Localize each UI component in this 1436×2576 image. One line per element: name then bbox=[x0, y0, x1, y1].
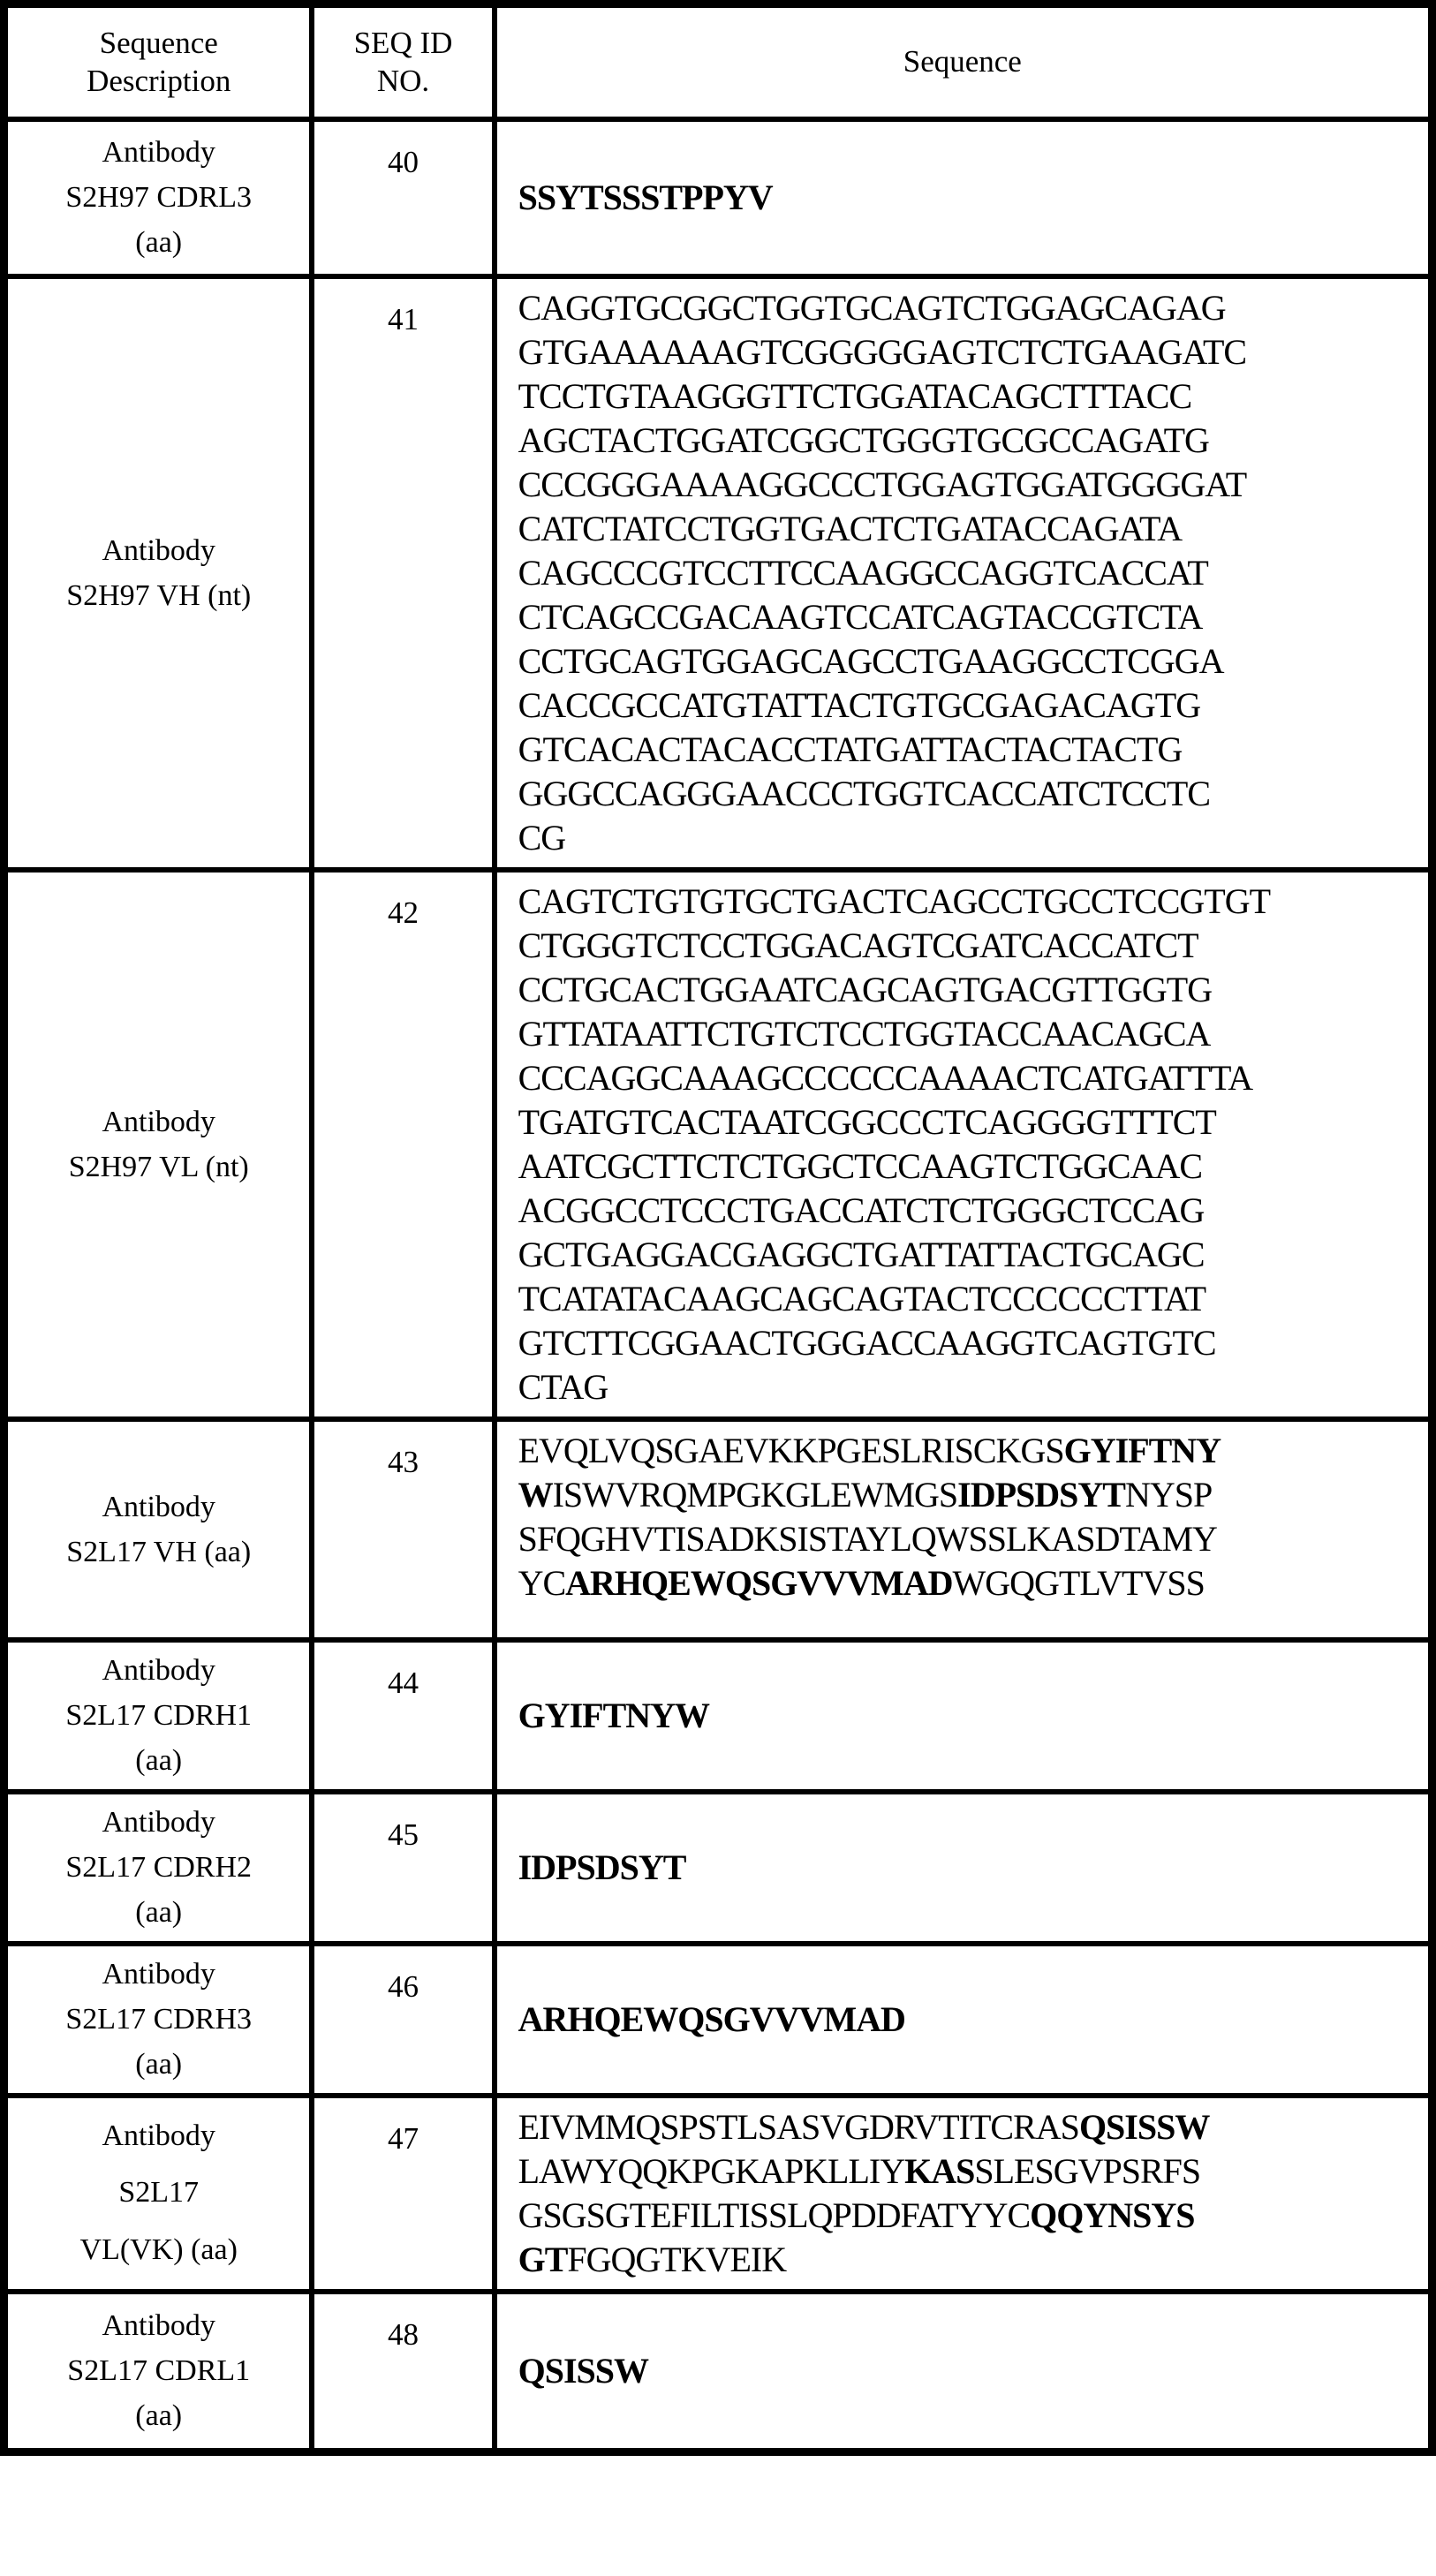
sequence-description-cell bbox=[4, 1792, 313, 1944]
sequence-line bbox=[518, 2238, 1419, 2282]
sequence-description-cell bbox=[4, 870, 313, 1419]
sequence-description-cell bbox=[4, 119, 313, 276]
sequence-line bbox=[518, 1144, 1419, 1189]
sequence-segment-bold: QSISSW bbox=[518, 2350, 648, 2391]
description-line: S2H97 VH (nt) bbox=[66, 578, 252, 612]
sequence-cell bbox=[495, 2096, 1432, 2292]
sequence-segment-bold: SSYTSSSTPPYV bbox=[518, 177, 773, 217]
seq-id-cell: 41 bbox=[312, 276, 494, 870]
sequence-cell bbox=[495, 276, 1432, 870]
sequence-line bbox=[518, 2194, 1419, 2238]
sequence-line bbox=[518, 1100, 1419, 1144]
sequence-segment: CCTGCACTGGAATCAGCAGTGACGTTGGTG bbox=[518, 969, 1213, 1009]
sequence-line bbox=[518, 924, 1419, 968]
description-line: S2L17 CDRH2 bbox=[65, 1851, 253, 1884]
description-line: S2L17 CDRH3 bbox=[65, 2003, 253, 2036]
sequence-segment: GTGAAAAAAGTCGGGGGAGTCTCTGAAGATC bbox=[518, 331, 1247, 372]
sequence-description-cell bbox=[4, 1419, 313, 1640]
column-header-sequence-description bbox=[4, 4, 313, 119]
sequence-segment-bold: IDPSDSYT bbox=[957, 1474, 1125, 1515]
table-row bbox=[4, 2292, 1432, 2452]
description-line: Antibody bbox=[102, 1654, 215, 1687]
description-line: Antibody bbox=[102, 1806, 215, 1839]
description-line: Antibody bbox=[102, 2119, 215, 2152]
sequence-segment: YC bbox=[518, 1562, 566, 1603]
sequence-cell bbox=[495, 870, 1432, 1419]
seq-id-cell: 40 bbox=[312, 119, 494, 276]
sequence-line bbox=[518, 374, 1419, 419]
column-header-line: Sequence bbox=[903, 44, 1022, 79]
column-header-sequence bbox=[495, 4, 1432, 119]
sequence-segment: CG bbox=[518, 817, 566, 857]
table-header bbox=[4, 4, 1432, 119]
sequence-segment: GTCACACTACACCTATGATTACTACTACTG bbox=[518, 729, 1183, 769]
table-row bbox=[4, 2096, 1432, 2292]
sequence-line bbox=[518, 507, 1419, 551]
seq-id-cell: 48 bbox=[312, 2292, 494, 2452]
sequence-segment-bold: QQYNSYS bbox=[1030, 2195, 1195, 2235]
description-line: S2H97 CDRL3 bbox=[65, 181, 253, 214]
column-header-line: Description bbox=[87, 64, 231, 99]
description-line: Antibody bbox=[102, 1105, 215, 1138]
sequence-segment: CCCAGGCAAAGCCCCCCAAAACTCATGATTTA bbox=[518, 1057, 1253, 1098]
sequence-segment: SFQGHVTISADKSISTAYLQWSSLKASDTAMY bbox=[518, 1518, 1217, 1559]
sequence-line bbox=[518, 286, 1419, 330]
sequence-segment-bold: ARHQEWQSGVVVMAD bbox=[565, 1562, 953, 1603]
sequence-line bbox=[518, 419, 1419, 463]
description-line: S2L17 CDRH1 bbox=[65, 1699, 253, 1732]
table-row bbox=[4, 1640, 1432, 1792]
seq-id-cell: 43 bbox=[312, 1419, 494, 1640]
sequence-segment: TCATATACAAGCAGCAGTACTCCCCCCTTAT bbox=[518, 1278, 1206, 1318]
sequence-description-cell bbox=[4, 1640, 313, 1792]
sequence-line bbox=[518, 1694, 1419, 1738]
table-row bbox=[4, 1944, 1432, 2096]
sequence-line bbox=[518, 176, 1419, 220]
sequence-segment: FGQGTKVEIK bbox=[567, 2239, 787, 2279]
description-line: (aa) bbox=[135, 2399, 183, 2433]
seq-id-cell: 46 bbox=[312, 1944, 494, 2096]
sequence-description-cell bbox=[4, 276, 313, 870]
sequence-cell bbox=[495, 1792, 1432, 1944]
sequence-line bbox=[518, 551, 1419, 595]
sequence-line bbox=[518, 728, 1419, 772]
sequence-line bbox=[518, 330, 1419, 374]
sequence-segment-bold: ARHQEWQSGVVVMAD bbox=[518, 1998, 905, 2039]
table-row bbox=[4, 870, 1432, 1419]
sequence-segment-bold: GYIFTNY bbox=[1063, 1430, 1221, 1470]
sequence-line bbox=[518, 880, 1419, 924]
sequence-segment-bold: QSISSW bbox=[1078, 2106, 1210, 2147]
sequence-line bbox=[518, 968, 1419, 1012]
sequence-line bbox=[518, 595, 1419, 639]
description-line: S2L17 bbox=[118, 2176, 200, 2210]
sequence-segment: CACCGCCATGTATTACTGTGCGAGACAGTG bbox=[518, 684, 1201, 725]
sequence-line bbox=[518, 816, 1419, 860]
sequence-segment: CTCAGCCGACAAGTCCATCAGTACCGTCTA bbox=[518, 596, 1203, 637]
description-line: S2L17 CDRL1 bbox=[67, 2354, 251, 2388]
description-line: (aa) bbox=[135, 1896, 183, 1929]
column-header-seq-id-no bbox=[312, 4, 494, 119]
description-line: (aa) bbox=[135, 226, 183, 259]
sequence-line bbox=[518, 1561, 1419, 1605]
sequence-description-cell bbox=[4, 1944, 313, 2096]
sequence-segment: AGCTACTGGATCGGCTGGGTGCGCCAGATG bbox=[518, 419, 1209, 460]
sequence-line bbox=[518, 1517, 1419, 1561]
table-row bbox=[4, 276, 1432, 870]
sequence-segment: CCTGCAGTGGAGCAGCCTGAAGGCCTCGGA bbox=[518, 640, 1224, 681]
description-line: S2L17 VH (aa) bbox=[66, 1535, 252, 1568]
seq-id-cell: 44 bbox=[312, 1640, 494, 1792]
sequence-line bbox=[518, 1277, 1419, 1321]
sequence-segment: TCCTGTAAGGGTTCTGGATACAGCTTTACC bbox=[518, 375, 1192, 416]
table-body bbox=[4, 119, 1432, 2452]
sequence-line bbox=[518, 1429, 1419, 1473]
seq-id-cell: 45 bbox=[312, 1792, 494, 1944]
sequence-segment: CCCGGGAAAAGGCCCTGGAGTGGATGGGGAT bbox=[518, 464, 1247, 504]
description-line: Antibody bbox=[102, 1958, 215, 1991]
sequence-segment: GCTGAGGACGAGGCTGATTATTACTGCAGC bbox=[518, 1234, 1205, 1274]
sequence-line bbox=[518, 1233, 1419, 1277]
seq-id-cell: 42 bbox=[312, 870, 494, 1419]
table-row bbox=[4, 1792, 1432, 1944]
table-row bbox=[4, 1419, 1432, 1640]
header-row bbox=[4, 4, 1432, 119]
sequence-segment: GSGSGTEFILTISSLQPDDFATYYC bbox=[518, 2195, 1031, 2235]
table-row bbox=[4, 119, 1432, 276]
sequence-cell bbox=[495, 119, 1432, 276]
sequence-line bbox=[518, 1321, 1419, 1365]
sequence-segment: AATCGCTTCTCTGGCTCCAAGTCTGGCAAC bbox=[518, 1145, 1203, 1186]
seq-id-cell: 47 bbox=[312, 2096, 494, 2292]
sequence-cell bbox=[495, 2292, 1432, 2452]
sequence-segment-bold: GYIFTNYW bbox=[518, 1695, 710, 1735]
sequence-segment: SLESGVPSRFS bbox=[974, 2150, 1201, 2191]
sequence-line bbox=[518, 772, 1419, 816]
sequence-segment: CATCTATCCTGGTGACTCTGATACCAGATA bbox=[518, 508, 1183, 548]
sequence-line bbox=[518, 2105, 1419, 2149]
column-header-line: SEQ ID bbox=[353, 25, 453, 60]
sequence-segment-bold: IDPSDSYT bbox=[518, 1847, 686, 1887]
sequence-segment: EVQLVQSGAEVKKPGESLRISCKGS bbox=[518, 1430, 1064, 1470]
sequence-description-cell bbox=[4, 2096, 313, 2292]
sequence-segment: GTTATAATTCTGTCTCCTGGTACCAACAGCA bbox=[518, 1013, 1211, 1054]
sequence-cell bbox=[495, 1944, 1432, 2096]
sequence-line bbox=[518, 1473, 1419, 1517]
sequence-line bbox=[518, 1056, 1419, 1100]
sequence-cell bbox=[495, 1419, 1432, 1640]
sequence-segment-bold: KAS bbox=[904, 2150, 975, 2191]
sequence-segment: CAGCCCGTCCTTCCAAGGCCAGGTCACCAT bbox=[518, 552, 1208, 593]
description-line: Antibody bbox=[102, 136, 215, 169]
sequence-segment: CTGGGTCTCCTGGACAGTCGATCACCATCT bbox=[518, 925, 1198, 965]
sequence-line bbox=[518, 2149, 1419, 2194]
description-line: VL(VK) (aa) bbox=[79, 2232, 238, 2266]
column-header-line: NO. bbox=[376, 64, 430, 99]
sequence-segment: CAGGTGCGGCTGGTGCAGTCTGGAGCAGAG bbox=[518, 287, 1226, 328]
description-line: Antibody bbox=[102, 1490, 215, 1523]
sequence-segment: CAGTCTGTGTGCTGACTCAGCCTGCCTCCGTGT bbox=[518, 880, 1271, 921]
sequence-line bbox=[518, 684, 1419, 728]
sequence-segment-bold: W bbox=[518, 1474, 553, 1515]
sequence-segment: WGQGTLVTVSS bbox=[952, 1562, 1205, 1603]
sequence-line bbox=[518, 1189, 1419, 1233]
description-line: (aa) bbox=[135, 2048, 183, 2081]
description-line: Antibody bbox=[102, 2309, 215, 2343]
description-line: S2H97 VL (nt) bbox=[68, 1150, 249, 1183]
sequence-segment: CTAG bbox=[518, 1366, 608, 1407]
sequence-line bbox=[518, 463, 1419, 507]
sequence-description-cell bbox=[4, 2292, 313, 2452]
sequence-line bbox=[518, 1998, 1419, 2042]
column-header-line: Sequence bbox=[99, 25, 218, 60]
sequence-segment: GTCTTCGGAACTGGGACCAAGGTCAGTGTC bbox=[518, 1322, 1216, 1363]
description-line: (aa) bbox=[135, 1744, 183, 1777]
sequence-segment: TGATGTCACTAATCGGCCCTCAGGGGTTTCT bbox=[518, 1101, 1216, 1142]
sequence-segment: ACGGCCTCCCTGACCATCTCTGGGCTCCAG bbox=[518, 1190, 1205, 1230]
sequence-cell bbox=[495, 1640, 1432, 1792]
sequence-segment: LAWYQQKPGKAPKLLIY bbox=[518, 2150, 905, 2191]
sequence-segment: EIVMMQSPSTLSASVGDRVTITCRAS bbox=[518, 2106, 1079, 2147]
sequence-line bbox=[518, 2349, 1419, 2393]
description-line: Antibody bbox=[102, 533, 215, 567]
sequence-line bbox=[518, 639, 1419, 684]
sequence-line bbox=[518, 1846, 1419, 1890]
sequence-segment: NYSP bbox=[1125, 1474, 1213, 1515]
sequence-segment: ISWVRQMPGKGLEWMGS bbox=[552, 1474, 958, 1515]
sequence-segment: GGGCCAGGGAACCCTGGTCACCATCTCCTC bbox=[518, 773, 1210, 813]
sequence-line bbox=[518, 1365, 1419, 1409]
sequence-segment-bold: GT bbox=[518, 2239, 568, 2279]
sequence-line bbox=[518, 1012, 1419, 1056]
